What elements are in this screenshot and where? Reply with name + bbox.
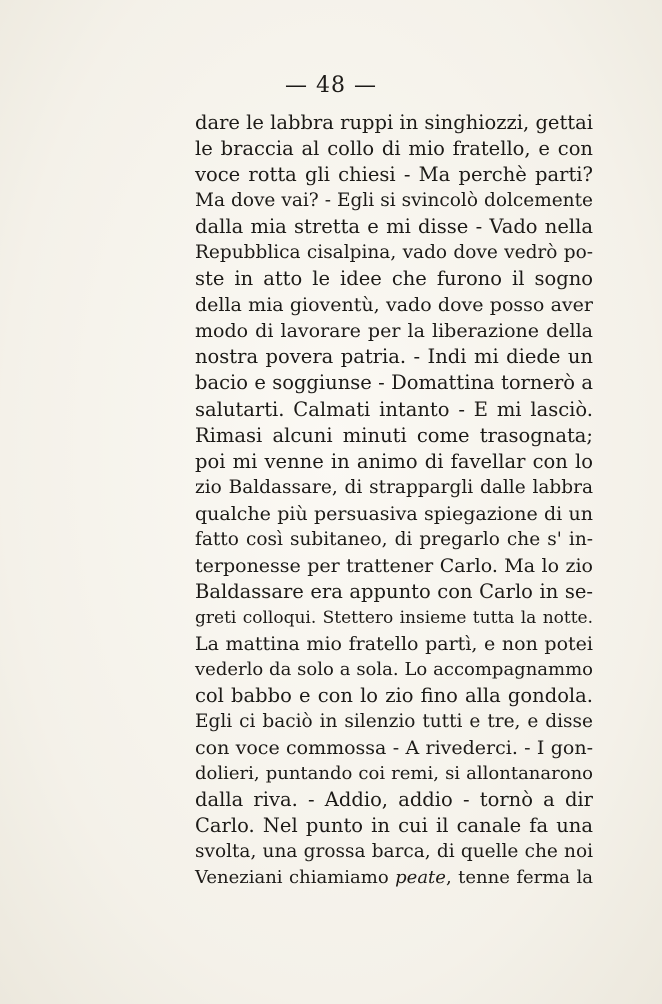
text-line: modo di lavorare per la liberazione della: [195, 320, 593, 343]
text-line: Ma dove vai? - Egli si svincolò dolcemente: [195, 190, 593, 212]
text-line: dalla riva. - Addio, addio - tornò a dir: [195, 788, 593, 812]
text-line: vederlo da solo a sola. Lo accompagnammo: [195, 658, 593, 680]
text-line: Carlo. Nel punto in cui il canale fa una: [195, 814, 593, 838]
text-line: poi mi venne in animo di favellar con lo: [195, 449, 593, 473]
text-line: svolta, una grossa barca, di quelle che noi: [195, 841, 593, 863]
page-number: — 48 —: [285, 73, 377, 98]
text-line: con voce commossa - A rivederci. - I gon-: [195, 737, 593, 760]
text-line: voce rotta gli chiesi - Ma perchè parti?: [195, 163, 593, 187]
text-line: ste in atto le idee che furono il sogno: [195, 267, 593, 291]
text-line: bacio e soggiunse - Domattina tornerò a: [195, 371, 593, 395]
text-line: col babbo e con lo zio fino alla gondola.: [195, 684, 593, 708]
text-line: Egli ci baciò in silenzio tutti e tre, e disse: [195, 711, 593, 733]
text-line: nostra povera patria. - Indi mi diede un: [195, 345, 593, 369]
text-line: [195, 865, 593, 891]
text-line-before: Veneziani chiamiamo: [195, 867, 396, 889]
text-line: dalla mia stretta e mi disse - Vado nella: [195, 215, 593, 239]
text-line: Repubblica cisalpina, vado dove vedrò po-: [195, 242, 593, 264]
text-line: qualche più persuasiva spiegazione di un: [195, 502, 593, 525]
text-line: dolieri, puntando coi remi, si allontanarono: [195, 763, 593, 785]
text-line: terponesse per trattener Carlo. Ma lo zio: [195, 554, 593, 577]
text-line: salutarti. Calmati intanto - E mi lasciò.: [195, 397, 593, 421]
text-line: greti colloqui. Stettero insieme tutta la notte.: [195, 607, 593, 628]
italic-word: peate: [395, 867, 446, 889]
text-line: Rimasi alcuni minuti come trasognata;: [195, 423, 593, 447]
text-line: della mia gioventù, vado dove posso aver: [195, 294, 593, 317]
text-line: le braccia al collo di mio fratello, e con: [195, 137, 593, 161]
text-line: Baldassare era appunto con Carlo in se-: [195, 579, 593, 603]
text-line: fatto così subitaneo, di pregarlo che s' in-: [195, 528, 593, 550]
text-line: zio Baldassare, di strappargli dalle labbra: [195, 476, 593, 498]
text-line: La mattina mio fratello partì, e non potei: [195, 632, 593, 655]
text-line-after: , tenne ferma la: [445, 867, 593, 889]
text-line: dare le labbra ruppi in singhiozzi, gettai: [195, 111, 593, 134]
body-text: [195, 110, 593, 891]
